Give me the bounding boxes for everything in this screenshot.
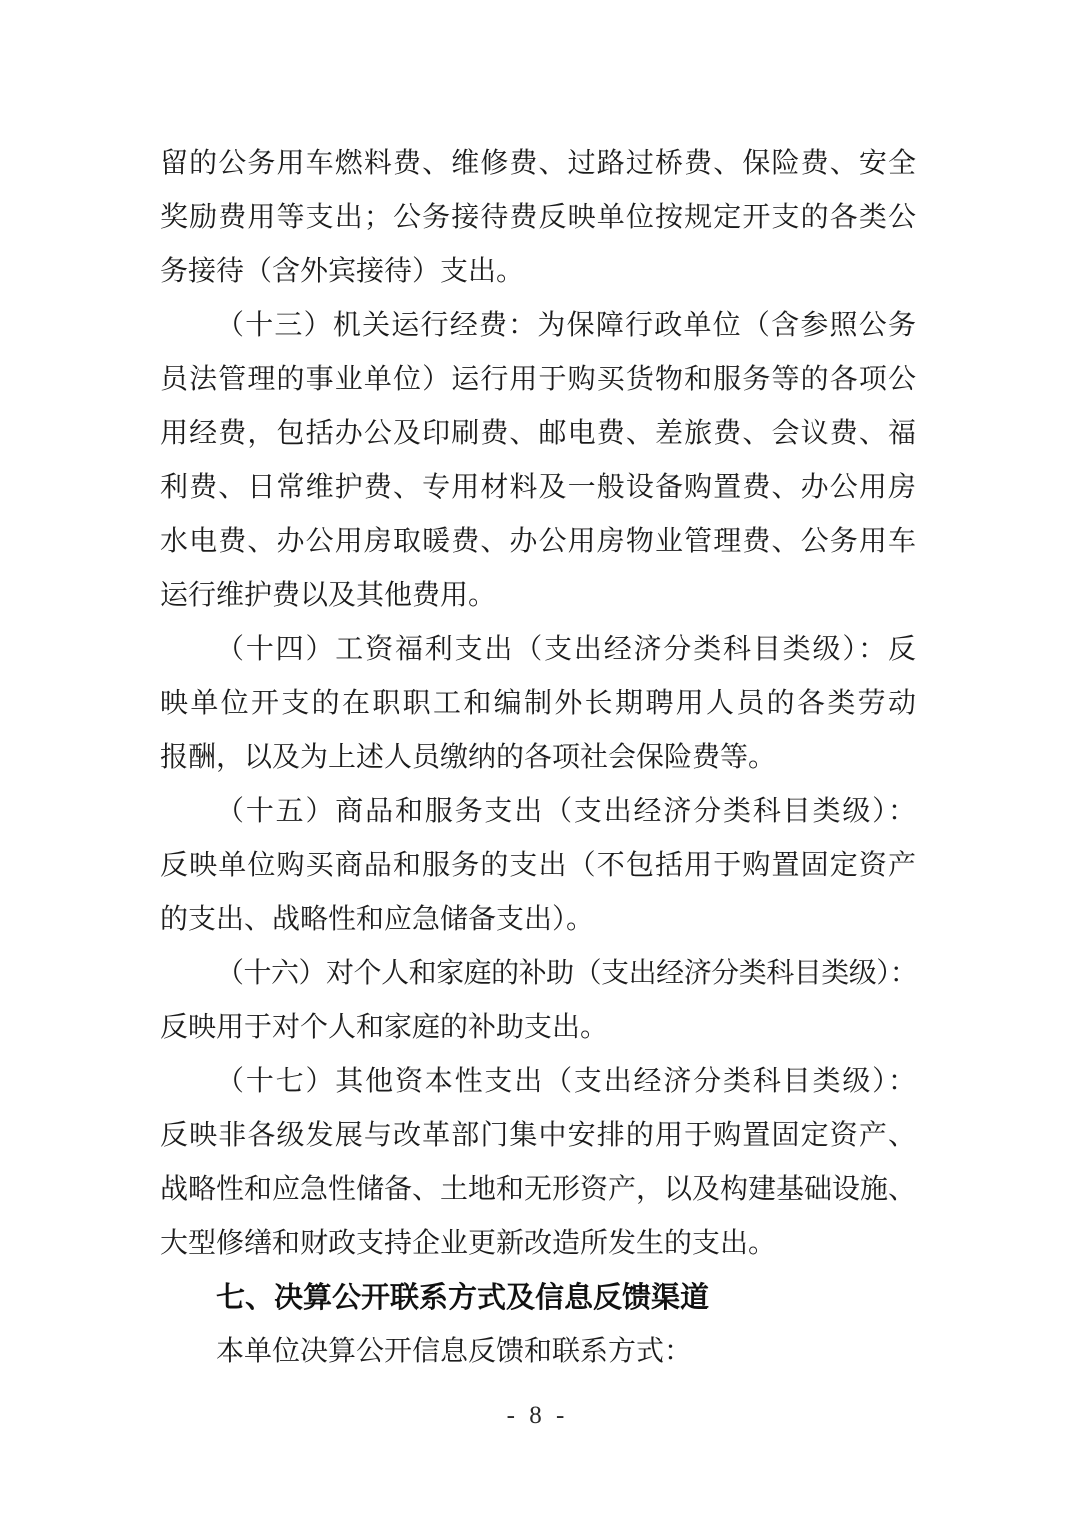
text-line: （十四）工资福利支出（支出经济分类科目类级）：反 [216, 634, 916, 665]
paragraph [160, 947, 916, 1055]
page-number: - 8 - [506, 1402, 569, 1429]
text-line: （十六）对个人和家庭的补助（支出经济分类科目类级）： [216, 958, 916, 989]
text-line: 战略性和应急性储备、土地和无形资产，以及构建基础设施、 [160, 1174, 916, 1205]
paragraph [160, 1055, 916, 1271]
paragraph [160, 623, 916, 785]
text-line: 的支出、战略性和应急储备支出）。 [160, 904, 595, 935]
text-line: 水电费、办公用房取暖费、办公用房物业管理费、公务用车 [160, 526, 916, 557]
section-heading [160, 1271, 916, 1325]
text-line: 映单位开支的在职职工和编制外长期聘用人员的各类劳动 [160, 688, 916, 719]
text-line: 利费、日常维护费、专用材料及一般设备购置费、办公用房 [160, 472, 916, 503]
text-line: （十七）其他资本性支出（支出经济分类科目类级）： [216, 1066, 916, 1097]
text-line: 用经费，包括办公及印刷费、邮电费、差旅费、会议费、福 [160, 418, 916, 449]
text-line: （十三）机关运行经费：为保障行政单位（含参照公务 [216, 310, 916, 341]
text-line: 反映非各级发展与改革部门集中安排的用于购置固定资产、 [160, 1120, 916, 1151]
text-line: 反映单位购买商品和服务的支出（不包括用于购置固定资产 [160, 850, 916, 881]
text-line: （十五）商品和服务支出（支出经济分类科目类级）： [216, 796, 916, 827]
paragraph [160, 299, 916, 623]
paragraph [160, 785, 916, 947]
text-line: 员法管理的事业单位）运行用于购买货物和服务等的各项公 [160, 364, 916, 395]
text-line: 留的公务用车燃料费、维修费、过路过桥费、保险费、安全 [160, 148, 916, 179]
paragraph [160, 137, 916, 299]
document-body [160, 137, 916, 1379]
text-line: 运行维护费以及其他费用。 [160, 580, 497, 611]
text-line: 大型修缮和财政支持企业更新改造所发生的支出。 [160, 1228, 777, 1259]
text-line: 反映用于对个人和家庭的补助支出。 [160, 1012, 609, 1043]
text-line: 七、决算公开联系方式及信息反馈渠道 [216, 1282, 710, 1314]
text-line: 本单位决算公开信息反馈和联系方式： [216, 1336, 693, 1367]
paragraph [160, 1325, 916, 1379]
text-line: 奖励费用等支出；公务接待费反映单位按规定开支的各类公 [160, 202, 916, 233]
text-line: 务接待（含外宾接待）支出。 [160, 256, 525, 287]
text-line: 报酬，以及为上述人员缴纳的各项社会保险费等。 [160, 742, 777, 773]
